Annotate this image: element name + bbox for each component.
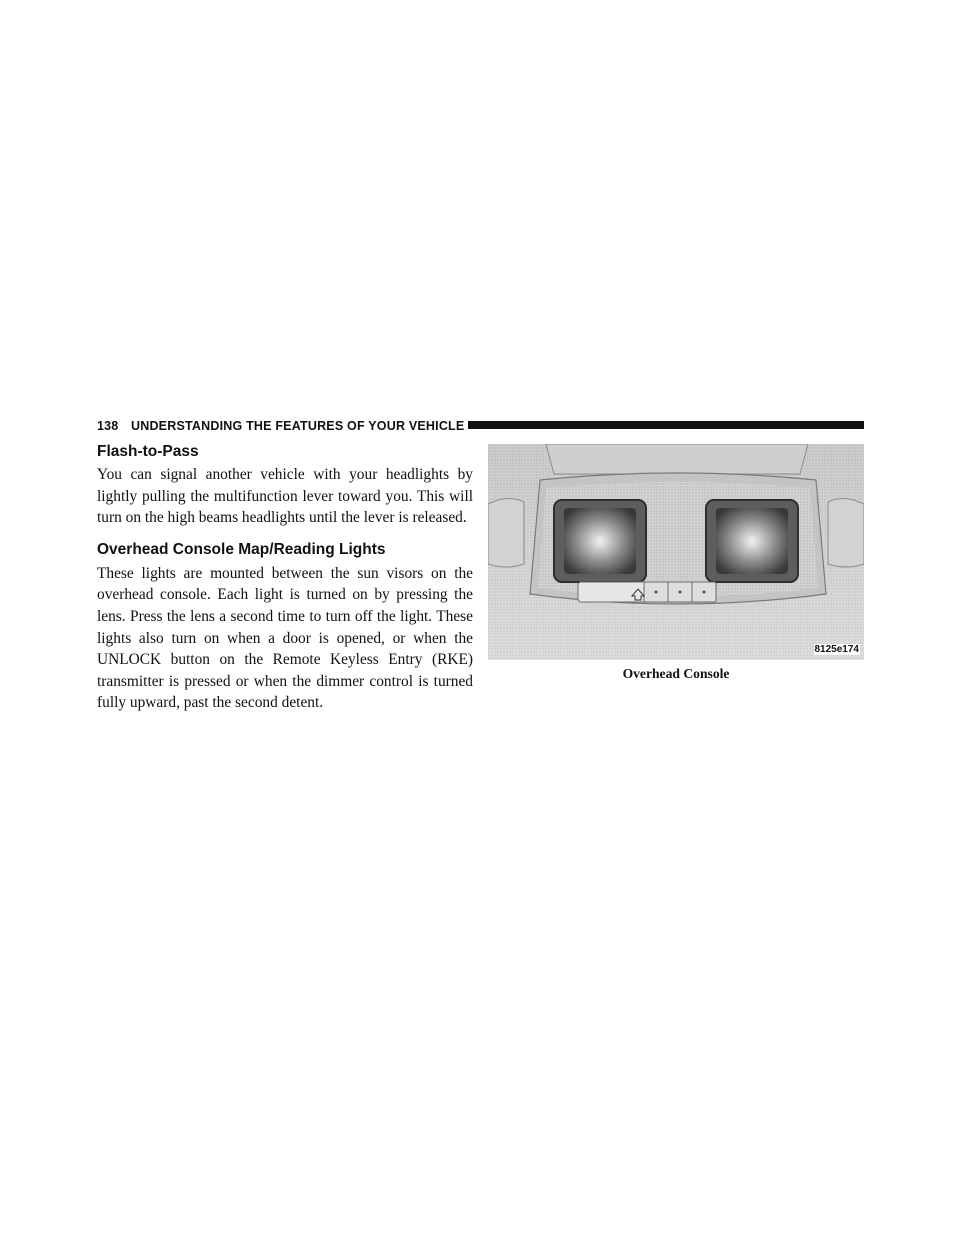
overhead-console-figure xyxy=(488,444,864,660)
header-rule xyxy=(468,421,864,429)
paragraph-flash-to-pass: You can signal another vehicle with your headlights by lightly pulling the multifunction lever toward you. This will turn on the high beams headlights until the lever is released. xyxy=(97,466,473,527)
figure-caption: Overhead Console xyxy=(622,666,730,681)
section-title: UNDERSTANDING THE FEATURES OF YOUR VEHICLE xyxy=(131,419,465,433)
text-column xyxy=(97,441,473,714)
heading-flash-to-pass: Flash-to-Pass xyxy=(97,443,199,460)
figure-id-label: 8125e174 xyxy=(814,644,859,655)
overhead-console-illustration xyxy=(488,444,864,660)
paragraph-overhead-console-lights: These lights are mounted between the sun visors on the overhead console. Each light is turned on by pressing the lens. Press the lens a second time to turn off the light. These lights also turn on when a door is opened, or when the UNLOCK button on the Remote Keyless Entry (RKE) transmitter is pressed or when the dimmer control is turned fully upward, past the second detent. xyxy=(97,564,473,712)
page-header xyxy=(97,419,864,435)
page-number: 138 xyxy=(97,419,119,433)
heading-overhead-console-lights: Overhead Console Map/Reading Lights xyxy=(97,540,386,558)
